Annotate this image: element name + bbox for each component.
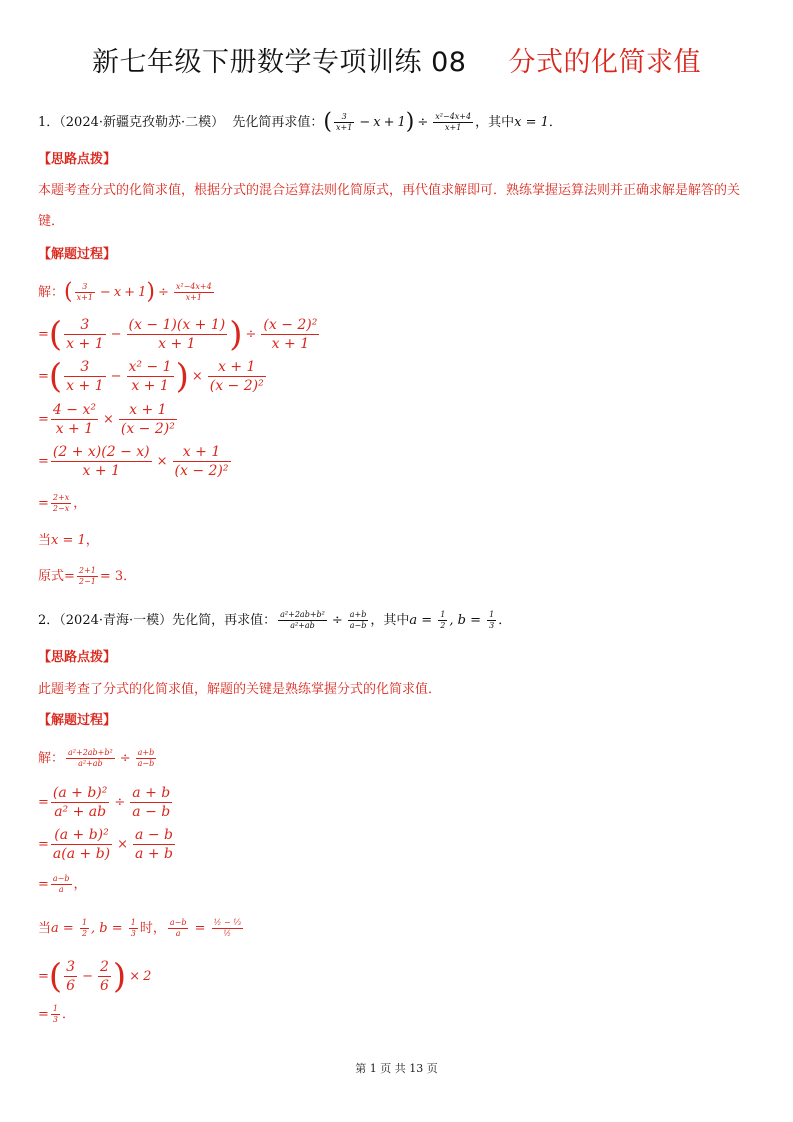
- page-title: [0, 40, 793, 79]
- q1-hint-text: 本题考查分式的化简求值，根据分式的混合运算法则化简原式，再代值求解即可．熟练掌握运算法则并正确求解是解答的关键．: [38, 183, 741, 229]
- q1-step-1: =( $\frac{3}{x + 1}$ − $\frac{(x - 1)(x + 1)}{x + 1}$ ) ÷ $\frac{\text{(x − 2)²}}{x + 1}$: [38, 314, 318, 355]
- q2-when-suffix: 时，: [139, 921, 166, 936]
- q1-expression: ( $\frac{3}{x+1}$ − x + 1) ÷ $\frac{\text{x²−4x+4}}{x+1}$: [323, 109, 472, 135]
- q1-solution-heading: 【解题过程】: [38, 247, 117, 262]
- q1-condition: ，其中: [475, 115, 515, 130]
- q2-step-2: = $\frac{\text{(a + b)²}}{a(a + b)}$ × $\frac{a - b}{a + b}$: [38, 827, 173, 862]
- q2-step-0: 解： $\frac{\text{a²+2ab+b²}}{\text{a²+ab}}$ ÷ $\frac{a+b}{a-b}$: [38, 748, 155, 768]
- q2-condition: ，其中: [370, 613, 410, 628]
- q1-when: 当: [38, 533, 52, 548]
- q1-step-5: = $\frac{2+x}{2-x}$ ，: [38, 493, 87, 513]
- q2-step-4: =( $\frac{3}{6}$ − $\frac{2}{6}$ ) × 2: [38, 956, 152, 997]
- q2-when-line: 当a = $\frac{1}{2}$ , b = $\frac{1}{3}$ 时， $\frac{a-b}{a}$ = $\frac{\text{½ − ⅓}}{\text{½}}$: [38, 918, 241, 938]
- q1-condition-value: x = 1: [514, 115, 549, 130]
- q2-step-3: = $\frac{a-b}{a}$ ，: [38, 874, 87, 894]
- q1-prompt: 先化简再求值：: [232, 115, 324, 130]
- q2-expression: $\frac{\text{a²+2ab+b²}}{\text{a²+ab}}$ ÷ $\frac{a+b}{a-b}$: [280, 610, 367, 630]
- q2-end: ．: [498, 613, 512, 628]
- q1-when-end: ，: [85, 533, 99, 548]
- q2-when: 当: [38, 921, 52, 936]
- page-footer: 第 1 页 共 13 页: [355, 1062, 438, 1075]
- q1-step-3: = $\frac{\text{4 − x²}}{x + 1}$ × $\frac{x + 1}{\text{(x − 2)²}}$: [38, 402, 175, 437]
- q2-number: 2．: [38, 613, 60, 628]
- q2-condition-value: a = $\frac{1}{2}$ , b = $\frac{1}{3}$: [409, 610, 495, 630]
- title-sub: 分式的化简求值: [508, 47, 701, 78]
- title-main: 新七年级下册数学专项训练 08: [92, 47, 467, 78]
- q2-source: （2024·青海·一模）: [59, 613, 173, 628]
- q2-step-5: = $\frac{1}{3}$ ．: [38, 1004, 76, 1024]
- q1-source: （2024·新疆克孜勒苏·二模）: [59, 115, 225, 130]
- q2-prompt: 先化简，再求值：: [172, 613, 277, 628]
- q2-step-1: = $\frac{\text{(a + b)²}}{\text{a² + ab}}$ ÷ $\frac{a + b}{a - b}$: [38, 785, 171, 820]
- q1-number: 1．: [38, 115, 60, 130]
- q2-solution-heading: 【解题过程】: [38, 713, 117, 728]
- q1-solve-prefix: 解：: [38, 285, 65, 300]
- q1-when-line: [38, 531, 99, 551]
- q1-step-0: 解：( $\frac{3}{x+1}$ − x + 1) ÷ $\frac{\text{x²−4x+4}}{x+1}$: [38, 279, 212, 305]
- q2-hint-heading: 【思路点拨】: [38, 650, 117, 665]
- q1-when-expr: x = 1: [51, 533, 86, 548]
- q1-hint-heading: 【思路点拨】: [38, 152, 117, 167]
- q1-step-2: =( $\frac{3}{x + 1}$ − $\frac{\text{x² − 1}}{x + 1}$ ) × $\frac{x + 1}{\text{(x − 2)²}}$: [38, 356, 264, 397]
- q1-orig: 原式: [38, 569, 65, 584]
- q1-step-4: = $\frac{(2 + x)(2 - x)}{x + 1}$ × $\frac{x + 1}{\text{(x − 2)²}}$: [38, 444, 229, 479]
- q1-result-line: 原式= $\frac{2+1}{2-1}$ = 3．: [38, 566, 137, 586]
- q1-result: = 3．: [99, 569, 137, 584]
- q2-statement: [38, 610, 511, 631]
- q1-statement: [38, 109, 562, 135]
- q2-solve-prefix: 解：: [38, 751, 65, 766]
- q2-hint-text: 此题考查了分式的化简求值，解题的关键是熟练掌握分式的化简求值．: [38, 682, 442, 697]
- q1-end: ．: [548, 115, 562, 130]
